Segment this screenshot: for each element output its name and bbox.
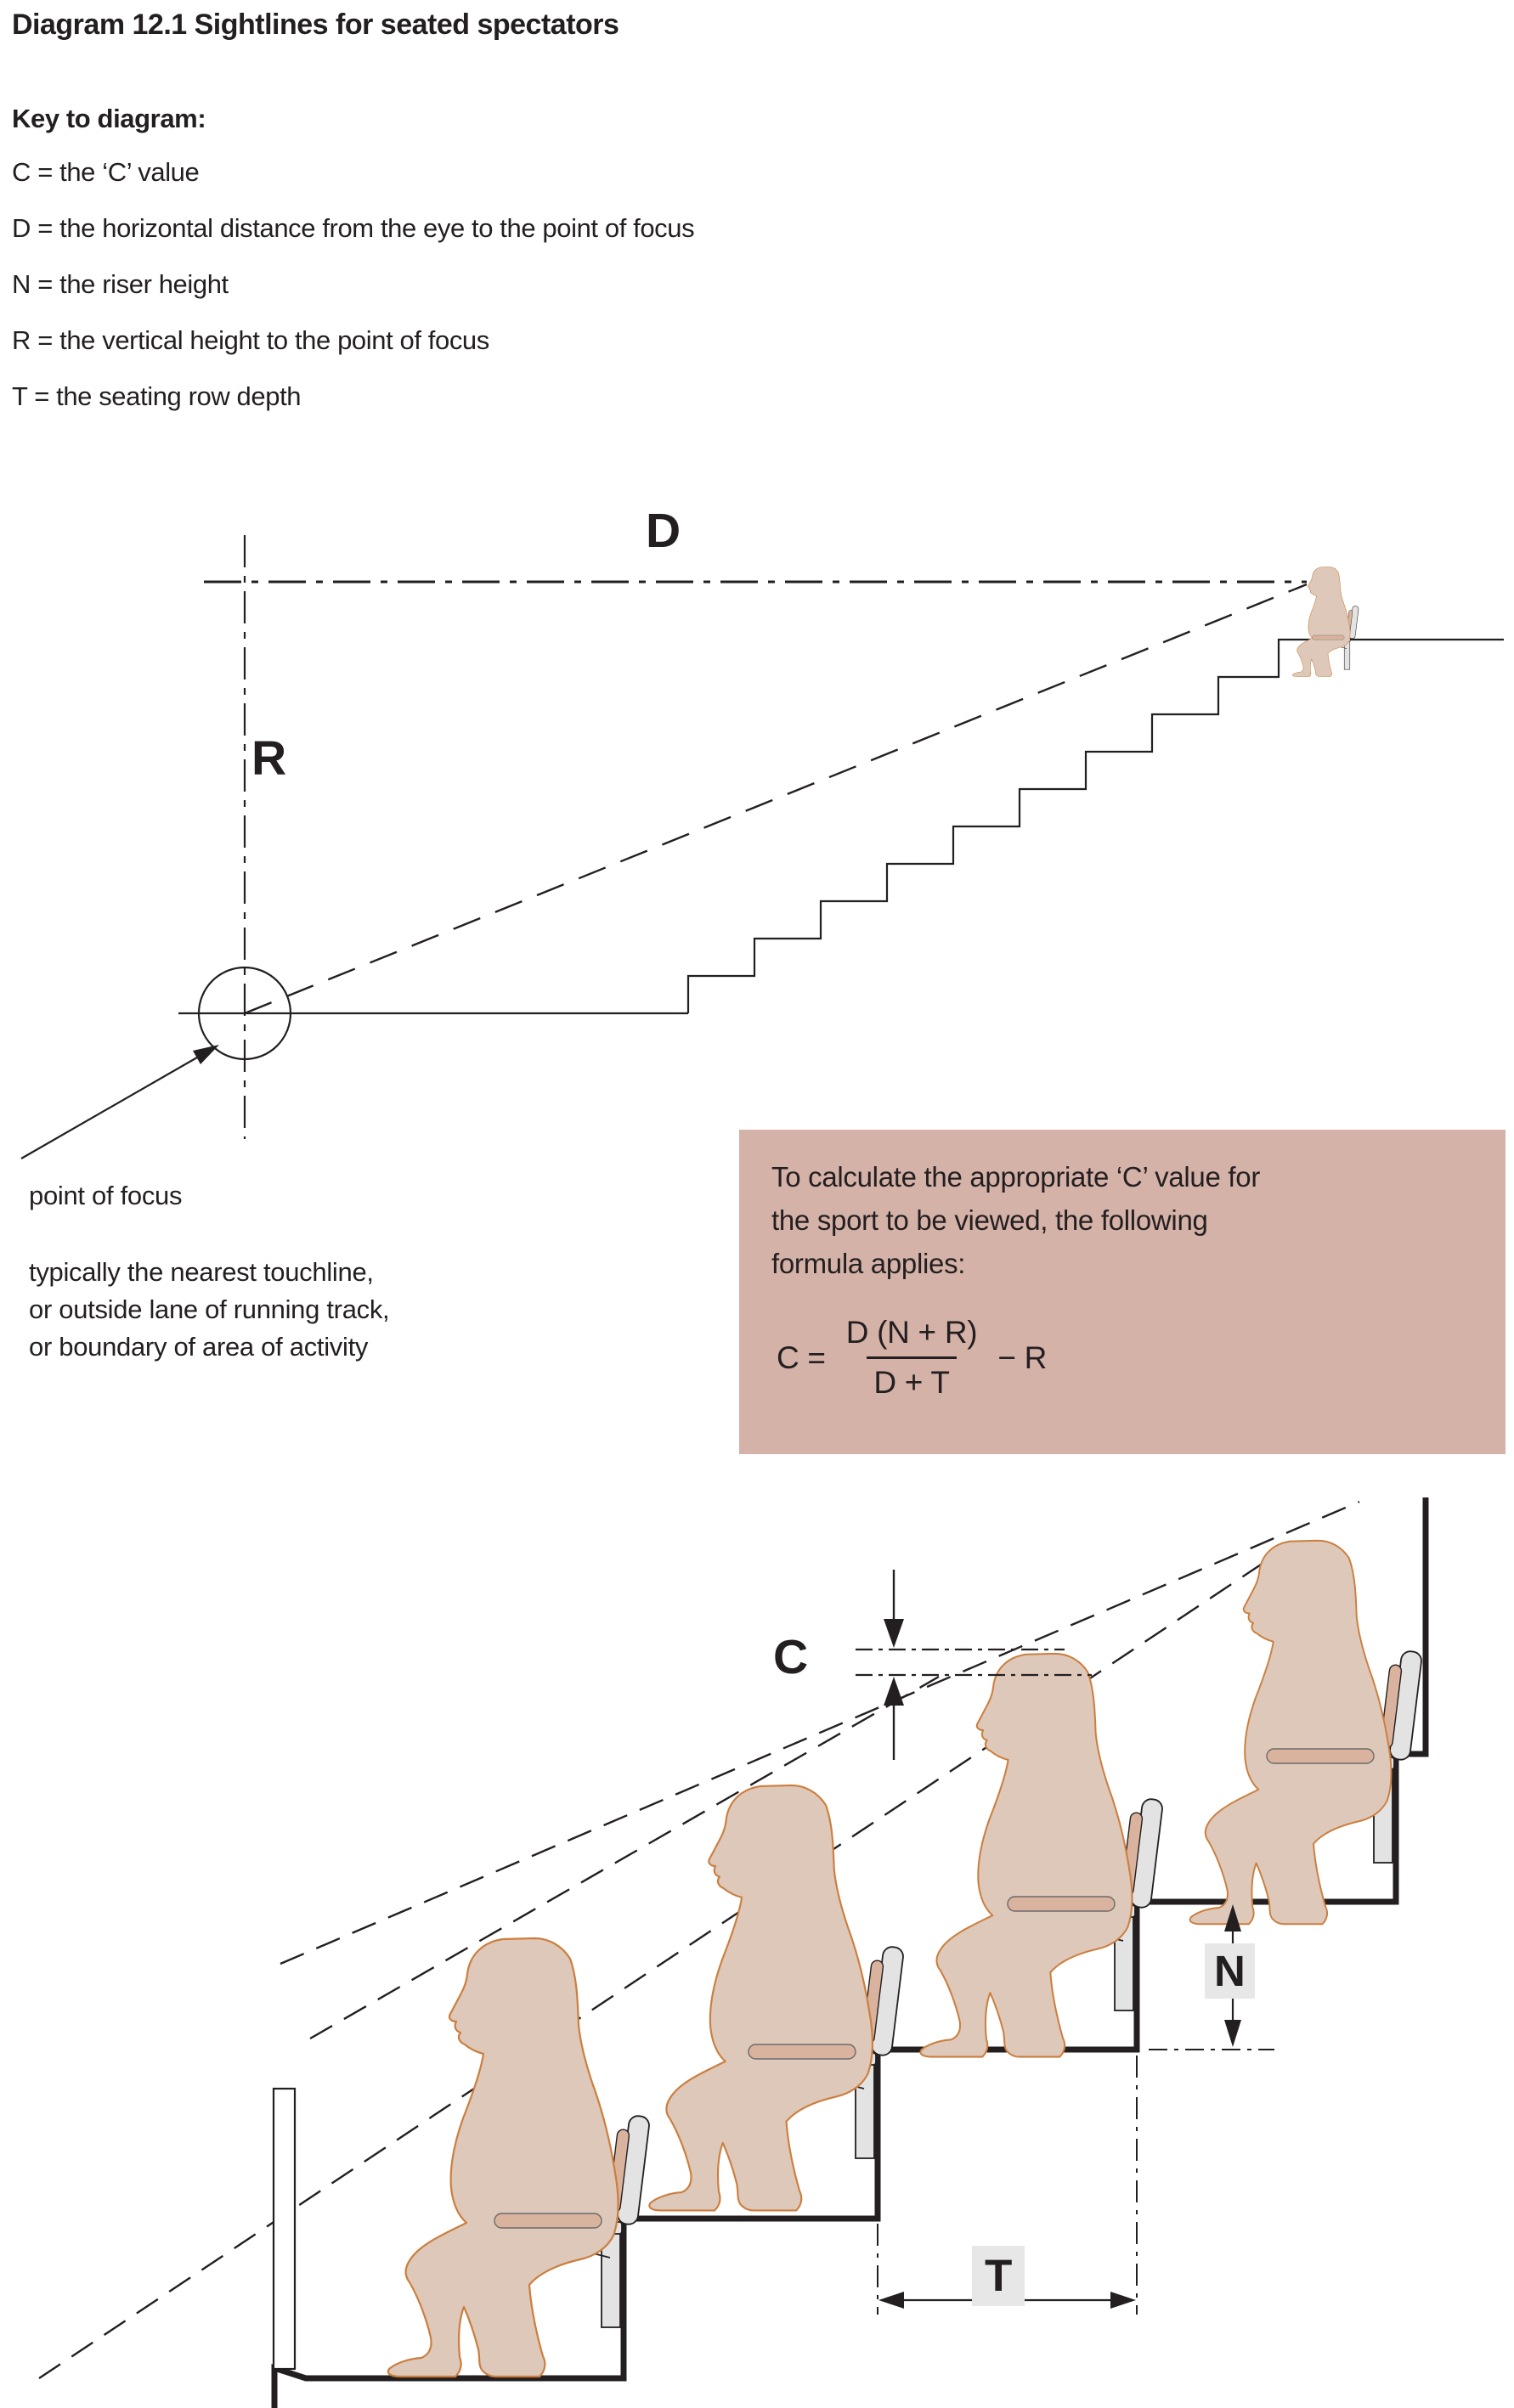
cushion-row1	[494, 2213, 602, 2228]
spectator-row2	[649, 1785, 873, 2211]
formula-intro-line: formula applies:	[771, 1248, 966, 1279]
spectator-row4	[1190, 1541, 1392, 1925]
formula-intro	[771, 1155, 1260, 1285]
t-arrowhead-left	[878, 2292, 904, 2309]
upper-seat-cushion	[1312, 635, 1344, 640]
point-of-focus-label: point of focus	[29, 1181, 183, 1210]
formula-intro-line: the sport to be viewed, the following	[771, 1204, 1208, 1236]
front-barrier	[274, 2089, 295, 2369]
lower-spectators-diagram	[0, 1444, 1514, 2408]
key-item-n: N = the riser height	[12, 269, 229, 299]
upper-sightline-diagram	[0, 476, 1514, 1172]
note-line: or outside lane of running track,	[29, 1294, 390, 1324]
page-title: Diagram 12.1 Sightlines for seated spectators	[12, 8, 619, 41]
point-of-focus-arrow-line	[21, 1057, 197, 1159]
key-heading: Key to diagram:	[12, 104, 206, 133]
formula-fraction	[839, 1315, 985, 1401]
stairs-profile	[688, 640, 1504, 1013]
formula-lhs: C =	[777, 1339, 826, 1375]
c-arrowhead-down	[884, 1619, 904, 1648]
cushion-row3	[1008, 1897, 1115, 1911]
formula-denominator: D + T	[867, 1356, 956, 1401]
sightline-dashed	[245, 584, 1307, 1013]
key-item-t: T = the seating row depth	[12, 381, 302, 411]
c-value-formula	[777, 1315, 1047, 1401]
spectator-row3	[920, 1654, 1132, 2057]
r-label: R	[251, 731, 286, 786]
t-arrowhead-right	[1110, 2292, 1136, 2309]
key-item-c: C = the ‘C’ value	[12, 157, 200, 187]
key-item-d: D = the horizontal distance from the eye to the point of focus	[12, 213, 695, 243]
formula-intro-line: To calculate the appropriate ‘C’ value for	[771, 1161, 1261, 1193]
note-line: or boundary of area of activity	[29, 1332, 369, 1362]
d-label: D	[646, 504, 681, 558]
formula-suffix: − R	[997, 1339, 1047, 1375]
upper-spectator-figure	[1292, 567, 1350, 677]
key-list	[12, 144, 694, 425]
c-arrowhead-up	[884, 1677, 904, 1706]
cushion-row2	[749, 2044, 856, 2059]
formula-box	[739, 1130, 1506, 1454]
t-label: T	[972, 2246, 1025, 2306]
c-label: C	[773, 1630, 808, 1684]
spectator-row1	[388, 1938, 619, 2377]
note-line: typically the nearest touchline,	[29, 1257, 374, 1287]
point-of-focus-arrowhead	[193, 1045, 219, 1064]
formula-numerator: D (N + R)	[845, 1315, 978, 1350]
cushion-row4	[1267, 1749, 1374, 1763]
n-arrowhead-down	[1224, 2020, 1241, 2047]
n-label: N	[1205, 1943, 1255, 1999]
point-of-focus-note	[29, 1254, 389, 1366]
key-item-r: R = the vertical height to the point of focus	[12, 325, 489, 355]
